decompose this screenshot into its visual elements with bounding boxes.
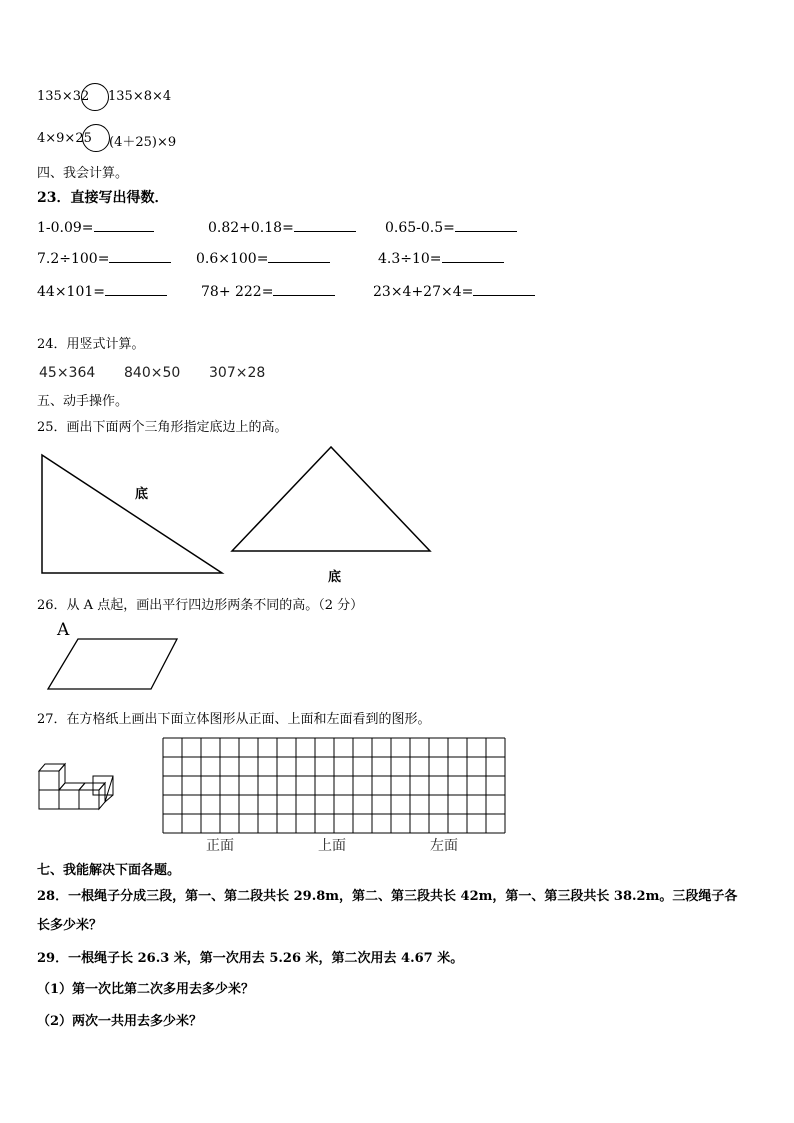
parallelogram xyxy=(48,639,177,689)
q24-item-3: 307×28 xyxy=(209,365,266,381)
q29-sub-1: （1）第一次比第二次多用去多少米？ xyxy=(37,982,255,997)
compare-1-left: 135×32 xyxy=(37,89,90,104)
view-label-front: 正面 xyxy=(206,838,234,854)
section-4-title: 四、我会计算。 xyxy=(37,166,129,181)
compare-2-right: (4＋25)×9 xyxy=(109,135,177,150)
q28-line-1: 28．一根绳子分成三段，第一、第二段共长 29.8m，第二、第三段共长 42m，第一、第三段共长 38.2m。三段绳子各 xyxy=(37,889,738,904)
section-7-title: 七、我能解决下面各题。 xyxy=(37,863,181,878)
view-label-top: 上面 xyxy=(318,838,346,854)
q23-item-9: 23×4+27×4= xyxy=(373,283,535,300)
q23-item-8: 78+ 222= xyxy=(201,283,335,300)
point-a-label: A xyxy=(57,620,70,640)
q23-title: 23．直接写出得数． xyxy=(37,190,169,206)
view-label-left: 左面 xyxy=(430,838,458,854)
q23-item-3: 0.65-0.5= xyxy=(385,219,517,236)
q24-item-1: 45×364 xyxy=(39,365,96,381)
q23-item-7: 44×101= xyxy=(37,283,167,300)
q23-item-4: 7.2÷100= xyxy=(37,250,171,267)
section-5-title: 五、动手操作。 xyxy=(37,394,129,409)
q24-title: 24．用竖式计算。 xyxy=(37,337,145,352)
acute-triangle xyxy=(232,447,430,551)
base-label-1: 底 xyxy=(135,487,149,502)
q27-title: 27．在方格纸上画出下面立体图形从正面、上面和左面看到的图形。 xyxy=(37,712,431,727)
grid-paper[interactable] xyxy=(163,738,505,833)
q24-item-2: 840×50 xyxy=(124,365,181,381)
compare-2-left: 4×9×25 xyxy=(37,131,92,146)
q28-line-2: 长多少米？ xyxy=(37,918,103,933)
q23-item-1: 1-0.09= xyxy=(37,219,154,236)
cube-solid xyxy=(39,764,113,809)
compare-1-right: 135×8×4 xyxy=(108,89,172,104)
right-triangle xyxy=(42,455,222,573)
q29-sub-2: （2）两次一共用去多少米？ xyxy=(37,1014,203,1029)
q26-title: 26．从 A 点起，画出平行四边形两条不同的高。（2 分） xyxy=(37,598,364,613)
base-label-2: 底 xyxy=(328,570,342,585)
q25-title: 25．画出下面两个三角形指定底边上的高。 xyxy=(37,420,288,435)
q29-title: 29．一根绳子长 26.3 米，第一次用去 5.26 米，第二次用去 4.67 米。 xyxy=(37,951,464,966)
q23-item-6: 4.3÷10= xyxy=(378,250,504,267)
q23-item-5: 0.6×100= xyxy=(196,250,330,267)
q23-item-2: 0.82+0.18= xyxy=(208,219,356,236)
